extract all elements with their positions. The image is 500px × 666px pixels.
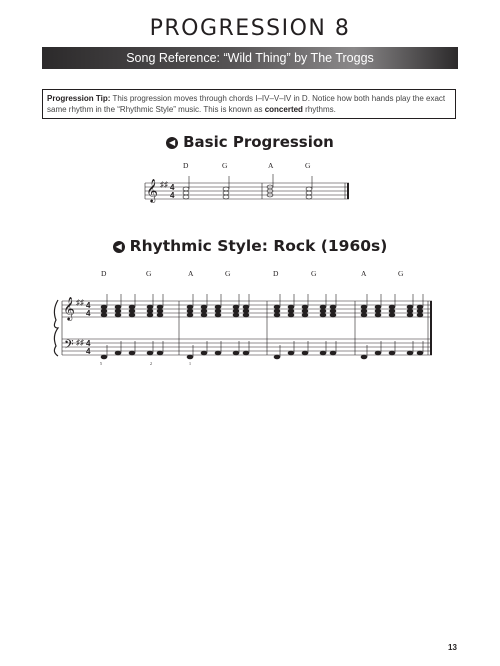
chord-label: A bbox=[361, 269, 367, 278]
rhythm-chord-labels bbox=[101, 269, 404, 278]
chord-notes bbox=[233, 294, 239, 317]
basic-staff bbox=[145, 183, 349, 199]
bass-rhythm-notes bbox=[101, 341, 423, 359]
chord-label: D bbox=[101, 269, 107, 278]
tip-bold-word: concerted bbox=[264, 105, 303, 114]
svg-text:♯♯: ♯♯ bbox=[76, 338, 84, 347]
svg-text:4: 4 bbox=[86, 309, 91, 318]
chord-notes bbox=[243, 294, 249, 317]
chord-notes bbox=[407, 294, 413, 317]
tip-text-end: rhythms. bbox=[302, 105, 336, 114]
page-title: PROGRESSION 8 bbox=[149, 16, 351, 41]
speaker-icon[interactable]: ◀ bbox=[113, 241, 125, 253]
chord-label: G bbox=[222, 161, 228, 170]
chord-label: A bbox=[188, 269, 194, 278]
chord-notes bbox=[267, 174, 273, 197]
chord-label: G bbox=[146, 269, 152, 278]
key-signature: ♯♯ bbox=[76, 298, 84, 307]
chord-notes bbox=[187, 294, 193, 317]
chord-notes bbox=[320, 294, 326, 317]
fingering-number: 1 bbox=[189, 361, 191, 366]
speaker-icon[interactable]: ◀ bbox=[166, 137, 178, 149]
treble-clef-icon: 𝄞 bbox=[146, 178, 158, 202]
chord-notes bbox=[417, 294, 423, 317]
bass-fingerings bbox=[100, 361, 191, 366]
chord-notes bbox=[129, 294, 135, 317]
basic-heading-text: Basic Progression bbox=[183, 133, 334, 151]
chord-label: G bbox=[225, 269, 231, 278]
chord-notes bbox=[201, 294, 207, 317]
svg-text:4: 4 bbox=[170, 191, 175, 200]
tip-text: This progression moves through chords I–IV–V–IV in D. Notice how both hands play the exact same rhythm in the “Rhythmic Style” music. This is known as bbox=[47, 94, 446, 114]
treble-rhythm-notes bbox=[101, 294, 423, 317]
rhythm-heading-text: Rhythmic Style: Rock (1960s) bbox=[129, 237, 388, 255]
chord-notes bbox=[375, 294, 381, 317]
bass-clef-icon: 𝄢 bbox=[64, 337, 74, 355]
basic-chord-labels bbox=[183, 161, 311, 170]
time-signature: 4 bbox=[86, 301, 91, 310]
song-reference-banner: Song Reference: “Wild Thing” by The Troggs bbox=[42, 47, 458, 69]
time-signature: 4 bbox=[170, 183, 175, 192]
chord-label: D bbox=[273, 269, 279, 278]
chord-notes bbox=[389, 294, 395, 317]
page-number: 13 bbox=[448, 643, 457, 652]
chord-label: D bbox=[183, 161, 189, 170]
fingering-number: 2 bbox=[150, 361, 152, 366]
chord-notes bbox=[147, 294, 153, 317]
chord-notes bbox=[330, 294, 336, 317]
svg-text:4: 4 bbox=[86, 347, 91, 356]
chord-notes bbox=[288, 294, 294, 317]
chord-label: A bbox=[268, 161, 274, 170]
treble-clef-icon: 𝄞 bbox=[63, 296, 75, 320]
chord-notes bbox=[157, 294, 163, 317]
chord-notes bbox=[115, 294, 121, 317]
chord-notes bbox=[274, 294, 280, 317]
chord-label: G bbox=[305, 161, 311, 170]
chord-notes bbox=[183, 176, 189, 199]
chord-label: G bbox=[398, 269, 404, 278]
chord-notes bbox=[306, 176, 312, 199]
key-signature: ♯♯ bbox=[160, 180, 168, 189]
chord-notes bbox=[101, 294, 107, 317]
chord-notes bbox=[215, 294, 221, 317]
fingering-number: 5 bbox=[100, 361, 102, 366]
chord-notes bbox=[361, 294, 367, 317]
svg-text:4: 4 bbox=[86, 339, 91, 348]
chord-notes bbox=[223, 176, 229, 199]
chord-notes bbox=[302, 294, 308, 317]
chord-label: G bbox=[311, 269, 317, 278]
tip-label: Progression Tip: bbox=[47, 94, 111, 103]
